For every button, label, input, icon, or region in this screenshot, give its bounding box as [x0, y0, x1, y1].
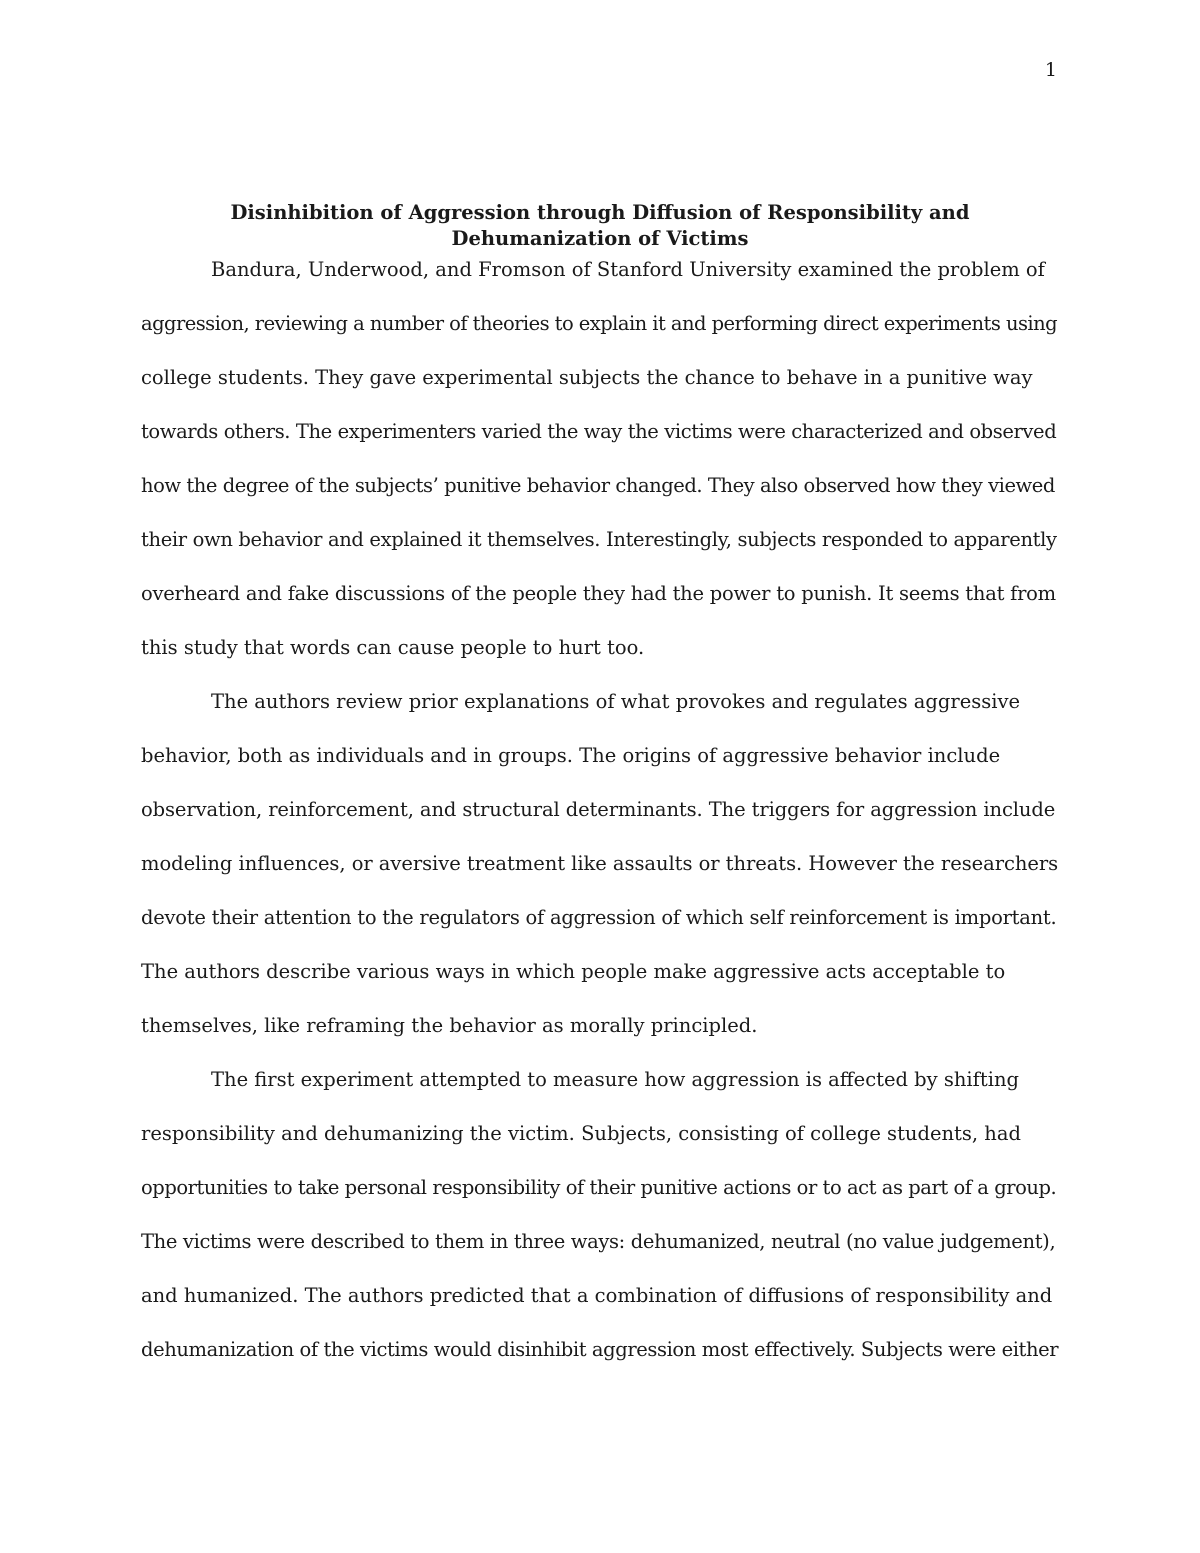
text-line: towards others. The experimenters varied the way the victims were characterized and observed [141, 420, 1057, 443]
paragraph-1 [141, 243, 1059, 675]
text-line: The authors describe various ways in which people make aggressive acts acceptable to [141, 960, 1006, 983]
text-line: The victims were described to them in three ways: dehumanized, neutral (no value judgement), [141, 1230, 1056, 1253]
text-line: how the degree of the subjects’ punitive behavior changed. They also observed how they viewed [141, 474, 1055, 497]
text-line: responsibility and dehumanizing the victim. Subjects, consisting of college students, had [141, 1122, 1021, 1145]
text-line: aggression, reviewing a number of theories to explain it and performing direct experiments using [141, 312, 1058, 335]
paragraph-2 [141, 675, 1059, 1053]
text-line: opportunities to take personal responsibility of their punitive actions or to act as part of a group. [141, 1176, 1057, 1199]
page-number: 1 [1044, 59, 1057, 81]
text-line: this study that words can cause people to hurt too. [141, 636, 645, 659]
text-line: observation, reinforcement, and structural determinants. The triggers for aggression include [141, 798, 1056, 821]
paragraph-3 [141, 1053, 1059, 1377]
text-line: themselves, like reframing the behavior as morally principled. [141, 1014, 758, 1037]
text-line: and humanized. The authors predicted that a combination of diffusions of responsibility and [141, 1284, 1053, 1307]
text-line: Bandura, Underwood, and Fromson of Stanford University examined the problem of [211, 258, 1045, 281]
text-line: overheard and fake discussions of the people they had the power to punish. It seems that from [141, 582, 1056, 605]
text-line: behavior, both as individuals and in groups. The origins of aggressive behavior include [141, 744, 1001, 767]
text-line: their own behavior and explained it themselves. Interestingly, subjects responded to apparently [141, 528, 1057, 551]
text-line: The first experiment attempted to measure how aggression is affected by shifting [211, 1068, 1020, 1091]
text-line: The authors review prior explanations of what provokes and regulates aggressive [211, 690, 1021, 713]
text-line: devote their attention to the regulators of aggression of which self reinforcement is important. [141, 906, 1057, 929]
text-line: modeling influences, or aversive treatment like assaults or threats. However the researchers [141, 852, 1059, 875]
text-line: dehumanization of the victims would disinhibit aggression most effectively. Subjects were either [141, 1338, 1059, 1361]
text-line: college students. They gave experimental subjects the chance to behave in a punitive way [141, 366, 1033, 389]
document-title: Disinhibition of Aggression through Diffusion of Responsibility and Dehumanization of Victims [230, 201, 970, 250]
